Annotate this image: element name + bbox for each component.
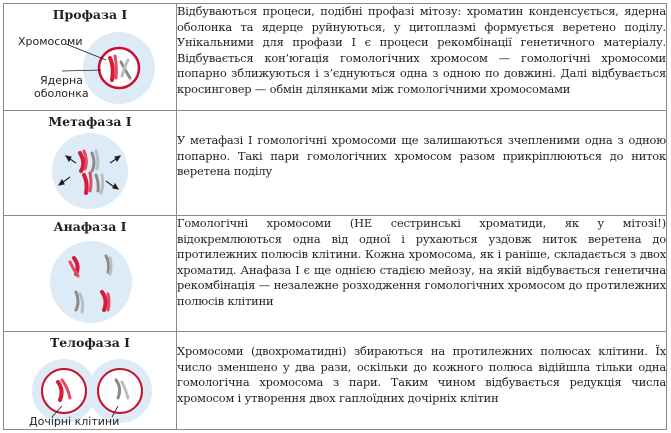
- phase-description: Хромосоми (двохроматидні) збираються на протилежних полюсах клітини. Їх число зменшено у два рази, оскільки до кожного полюса відійшла тільки одна гомологічна хромосома з пари. Таким чином відбувається редукція числа хромосом і утворення двох гаплоїдних дочірніх клітин: [177, 344, 666, 405]
- metaphase-cell-diagram: [4, 111, 176, 216]
- prophase-cell-diagram: [4, 4, 176, 111]
- table-row-anaphase: [4, 216, 667, 332]
- phase-title: Анафаза І: [53, 219, 127, 234]
- nuclear-envelope-label-line1: Ядерна: [40, 74, 83, 87]
- phase-description: Гомологічні хромосоми (НЕ сестринські хроматиди, як у мітозі!) відокремлюються одна від одної і рухаються уздовж ниток веретена до протилежних полюсів клітини. Кожна хромосома, як і раніше, складається з двох хроматид. Анафаза І є ще однією стадією мейозу, на якій відбувається генетична рекомбінація — незалежне розходження гомологічних хромосом до протилежних полюсів клітини: [177, 216, 666, 308]
- metaphase-text-cell: [177, 111, 667, 216]
- metaphase-image-cell: [4, 111, 177, 216]
- table-row-prophase: [4, 4, 667, 111]
- anaphase-image-cell: [4, 216, 177, 332]
- daughter-cells-label: Дочірні клітини: [29, 415, 120, 428]
- anaphase-text-cell: [177, 216, 667, 332]
- nuclear-envelope-label-line2: оболонка: [34, 87, 89, 100]
- prophase-text-cell: [177, 4, 667, 111]
- phase-title: Профаза І: [52, 7, 128, 22]
- chromosomes-label: Хромосоми: [18, 35, 83, 48]
- phase-description: Відбуваються процеси, подібні профазі мітозу: хроматин конденсується, ядерна оболонка та ядерце руйнуються, у цитоплазмі формується веретено поділу. Унікальними для профази І є процеси рекомбінації генетичного матеріалу. Відбувається кон’югація гомологічних хромосом — гомологічні хромосоми попарно зближуються і з’єднуються одна з одною по довжині. Далі відбувається кросинговер — обмін ділянками між гомологічними хромосомами: [177, 4, 666, 96]
- table-row-metaphase: [4, 111, 667, 216]
- telophase-text-cell: [177, 332, 667, 430]
- prophase-image-cell: [4, 4, 177, 111]
- phase-description: У метафазі І гомологічні хромосоми ще залишаються зчепленими одна з одною попарно. Такі пари гомологічних хромосом разом прикріплюються до ниток веретена поділу: [177, 133, 666, 179]
- anaphase-cell-diagram: [4, 216, 176, 332]
- table-row-telophase: [4, 332, 667, 430]
- phase-title: Телофаза І: [49, 335, 131, 350]
- phase-title: Метафаза І: [48, 114, 132, 129]
- meiosis-table: [3, 3, 667, 430]
- telophase-image-cell: [4, 332, 177, 430]
